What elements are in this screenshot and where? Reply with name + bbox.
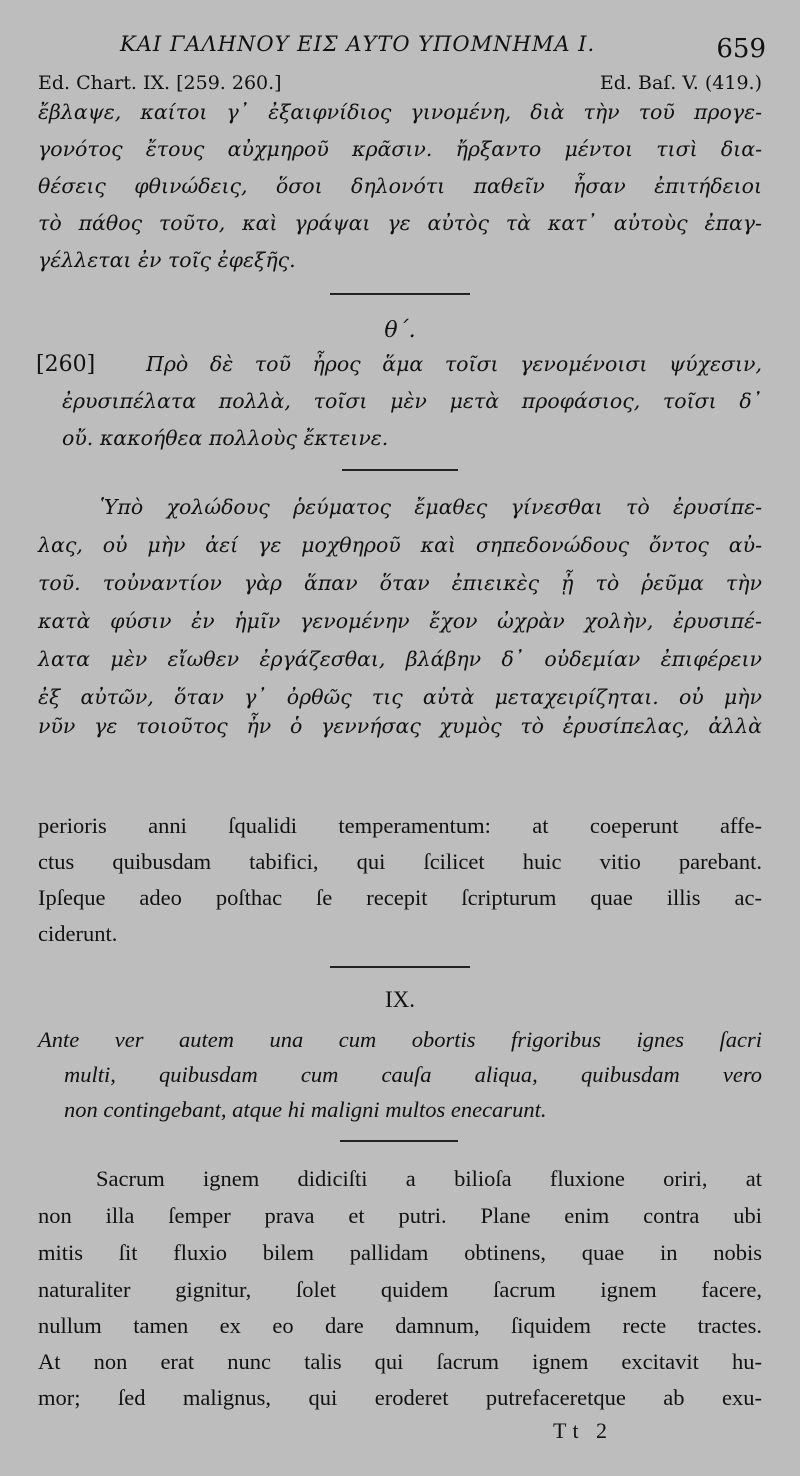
- section-rule: [330, 293, 470, 295]
- section-rule: [340, 1140, 458, 1142]
- text-line: nullum tamen ex eo dare damnum, ſiquidem recte tractes.: [38, 1313, 762, 1338]
- section-rule: [342, 469, 458, 471]
- text-line: κατὰ φύσιν ἐν ἡμῖν γενομένην ἔχον ὠχρὰν χολὴν, ἐρυσιπέ-: [38, 609, 762, 633]
- text-line: οὔ. κακοήθεα πολλοὺς ἔκτεινε.: [62, 426, 389, 450]
- text-line: ciderunt.: [38, 921, 118, 946]
- text-line: ctus quibusdam tabifici, qui ſcilicet huic vitio parebant.: [38, 849, 762, 874]
- page-number: 659: [716, 34, 766, 64]
- text-line: mitis ſit fluxio bilem pallidam obtinens, quae in nobis: [38, 1240, 762, 1265]
- text-line: νῦν γε τοιοῦτος ἦν ὁ γεννήσας χυμὸς τὸ ἐρυσίπελας, ἀλλὰ: [38, 714, 762, 738]
- running-title: ΚΑΙ ΓΑΛΗΝΟΥ ΕΙΣ ΑΥΤΟ ΥΠΟΜΝΗΜΑ Ι.: [120, 32, 596, 56]
- text-line: ἐξ αὐτῶν, ὅταν γ᾽ ὀρθῶς τις αὐτὰ μεταχειρίζηται. οὐ μὴν: [38, 685, 762, 709]
- text-line: non contingebant, atque hi maligni multos enecarunt.: [64, 1097, 547, 1122]
- text-line: γέλλεται ἐν τοῖς ἐφεξῆς.: [38, 248, 296, 272]
- text-line: perioris anni ſqualidi temperamentum: at coeperunt affe-: [38, 813, 762, 838]
- text-line: At non erat nunc talis qui ſacrum ignem excitavit hu-: [38, 1349, 762, 1374]
- text-line: Ipſeque adeo poſthac ſe recepit ſcripturum quae illis ac-: [38, 885, 762, 910]
- edition-ref-right: Ed. Baſ. V. (419.): [599, 72, 762, 94]
- text-line: ἐρυσιπέλατα πολλὰ, τοῖσι μὲν μετὰ προφάσιος, τοῖσι δ᾽: [62, 389, 762, 413]
- section-rule: [330, 966, 470, 968]
- text-line: λατα μὲν εἴωθεν ἐργάζεσθαι, βλάβην δ᾽ οὐδεμίαν ἐπιφέρειν: [38, 647, 762, 671]
- text-line: multi, quibusdam cum cauſa aliqua, quibusdam vero: [64, 1062, 762, 1087]
- text-line: ἔβλαψε, καίτοι γ᾽ ἐξαιφνίδιος γινομένη, διὰ τὴν τοῦ προγε-: [38, 100, 762, 124]
- text-line: λας, οὐ μὴν ἀεί γε μοχθηροῦ καὶ σηπεδονώδους ὄντος αὐ-: [38, 533, 762, 557]
- text-line: τοῦ. τοὐναντίον γὰρ ἅπαν ὅταν ἐπιεικὲς ᾖ τὸ ῥεῦμα τὴν: [38, 571, 762, 595]
- text-line: Πρὸ δὲ τοῦ ἦρος ἅμα τοῖσι γενομένοισι ψύχεσιν,: [146, 352, 762, 376]
- greek-section-number: θ΄.: [384, 318, 416, 343]
- text-line: non illa ſemper prava et putri. Plane enim contra ubi: [38, 1203, 762, 1228]
- text-line: γονότος ἔτους αὐχμηροῦ κρᾶσιν. ἤρξαντο μέντοι τισὶ δια-: [38, 137, 762, 161]
- text-line: Ante ver autem una cum obortis frigoribus ignes ſacri: [38, 1027, 762, 1052]
- text-line: Sacrum ignem didiciſti a bilioſa fluxione oriri, at: [96, 1166, 762, 1191]
- text-line: τὸ πάθος τοῦτο, καὶ γράψαι γε αὐτὸς τὰ κατ᾽ αὐτοὺς ἐπαγ-: [38, 211, 762, 235]
- text-line: θέσεις φθινώδεις, ὅσοι δηλονότι παθεῖν ἦσαν ἐπιτήδειοι: [38, 174, 762, 198]
- text-line: Ὑπὸ χολώδους ῥεύματος ἔμαθες γίνεσθαι τὸ ἐρυσίπε-: [100, 495, 762, 519]
- signature-mark: Tt 2: [553, 1418, 614, 1443]
- text-line: naturaliter gignitur, ſolet quidem ſacrum ignem facere,: [38, 1277, 762, 1302]
- text-line: mor; ſed malignus, qui eroderet putrefaceretque ab exu-: [38, 1385, 762, 1410]
- aphorism-marker: [260]: [36, 352, 96, 377]
- latin-section-number: IX.: [384, 987, 416, 1012]
- edition-ref-left: Ed. Chart. IX. [259. 260.]: [38, 72, 282, 94]
